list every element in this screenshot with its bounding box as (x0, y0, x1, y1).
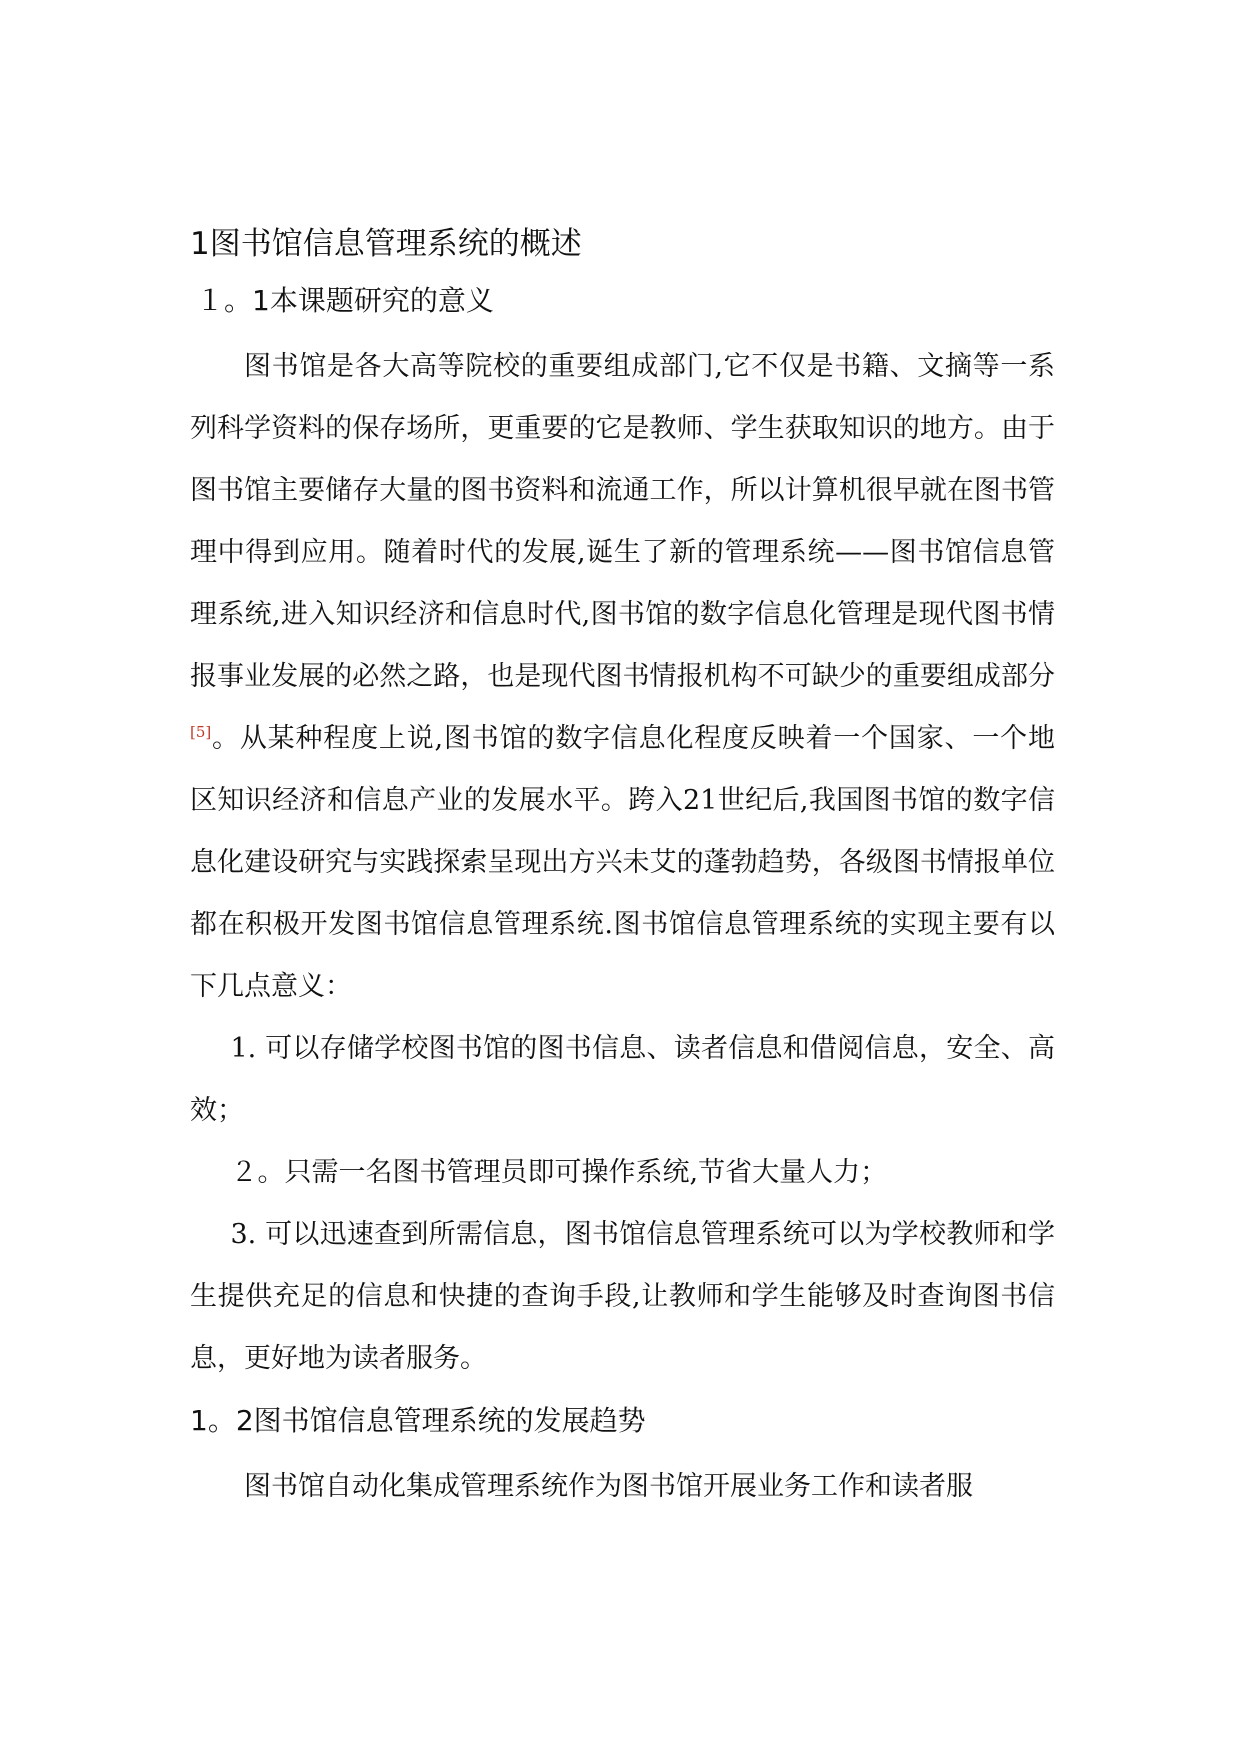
paragraph-text-before-ref: 图书馆是各大高等院校的重要组成部门,它不仅是书籍、文摘等一系列科学资料的保存场所，更重要的它是教师、学生获取知识的地方。由于图书馆主要储存大量的图书资料和流通工作，所以计算机很早就在图书管理中得到应用。随着时代的发展,诞生了新的管理系统——图书馆信息管理系统,进入知识经济和信息时代,图书馆的数字信息化管理是现代图书情报事业发展的必然之路，也是现代图书情报机构不可缺少的重要组成部分 (190, 351, 1055, 692)
citation-ref[interactable]: [5] (190, 723, 212, 741)
section-1-1-paragraph (190, 336, 1055, 1018)
section-heading-1-2: 1。2图书馆信息管理系统的发展趋势 (190, 1404, 646, 1437)
list-item: 3. 可以迅速查到所需信息，图书馆信息管理系统可以为学校教师和学生提供充足的信息和快捷的查询手段,让教师和学生能够及时查询图书信息，更好地为读者服务。 (190, 1219, 1055, 1374)
list-item: 1. 可以存储学校图书馆的图书信息、读者信息和借阅信息，安全、高效； (190, 1033, 1055, 1126)
section-heading-1-1: １。1本课题研究的意义 (196, 284, 494, 317)
list-item: ２。只需一名图书管理员即可操作系统,节省大量人力； (230, 1157, 888, 1188)
paragraph-text-after-ref: 。从某种程度上说,图书馆的数字信息化程度反映着一个国家、一个地区知识经济和信息产业的发展水平。跨入21世纪后,我国图书馆的数字信息化建设研究与实践探索呈现出方兴未艾的蓬勃趋势，各级图书情报单位都在积极开发图书馆信息管理系统.图书馆信息管理系统的实现主要有以下几点意义： (190, 723, 1055, 1002)
section-1-2-paragraph: 图书馆自动化集成管理系统作为图书馆开展业务工作和读者服 (244, 1471, 973, 1502)
document-body (190, 222, 1055, 1518)
chapter-heading: 1图书馆信息管理系统的概述 (190, 226, 582, 262)
